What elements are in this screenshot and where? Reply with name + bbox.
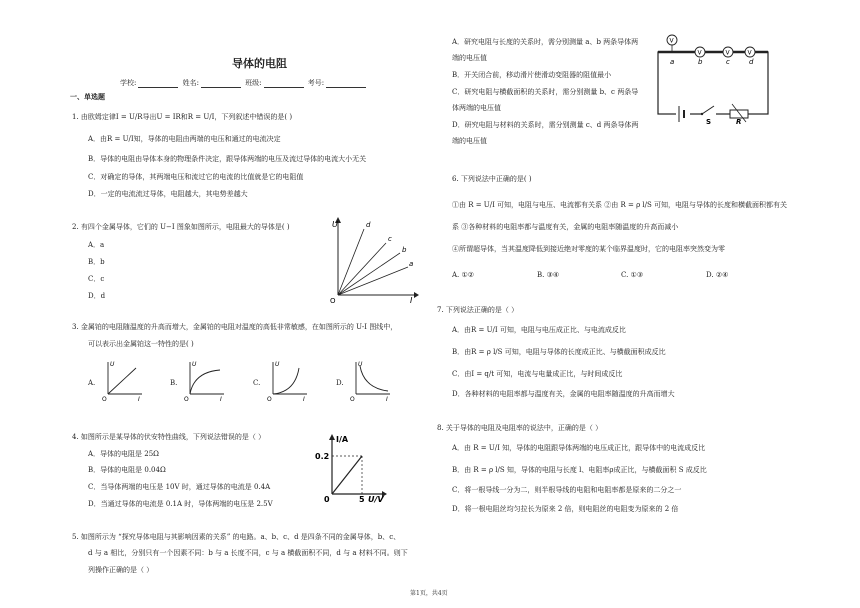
q3b-o: O — [184, 396, 189, 402]
q6-statement-line2: 系 ③各种材料的电阻率都与温度有关，金属的电阻率随温度的升高而减小 — [452, 223, 679, 231]
q3c-o: O — [267, 396, 272, 402]
q2-axis-i: I — [410, 296, 413, 305]
q2-line-d: d — [366, 221, 371, 229]
q2-option-a[interactable]: A．a — [88, 241, 105, 249]
q5-stem-line1: 5. 如图所示为 “探究导体电阻与其影响因素的关系” 的电路。a、b、c、d 是四条不同的金属导体，b、c、 — [72, 533, 401, 541]
name-label: 姓名: — [182, 79, 199, 87]
q4-xlabel: U/V — [368, 495, 384, 504]
q8-option-b[interactable]: B．由 R = ρ l/S 知，导体的电阻与长度 l、电阻率ρ成正比，与横截面积 S 成反比 — [452, 466, 707, 474]
q5-stem-line2: d 与 a 相比，分别只有一个因素不同：b 与 a 长度不同，c 与 a 横截面积不同，d 与 a 材料不同。则下 — [88, 549, 408, 557]
q3a-o: O — [102, 396, 107, 402]
q4-stem: 4. 如图所示是某导体的伏安特性曲线，下列说法错误的是（ ） — [72, 433, 266, 441]
q8-stem: 8. 关于导体的电阻及电阻率的说法中，正确的是（ ） — [437, 424, 603, 432]
q1-stem: 1. 由欧姆定律I = U/R导出U = IR和R = U/I，下列叙述中错误的是( ) — [72, 113, 293, 121]
q5-label-c: c — [726, 58, 730, 66]
q5-option-c[interactable]: C．研究电阻与横截面积的关系时，需分别测量 b、c 两条导 — [452, 88, 639, 96]
q2-option-c[interactable]: C．c — [88, 275, 105, 283]
q2-option-b[interactable]: B．b — [88, 258, 105, 266]
q6-stem: 6. 下列说法中正确的是( ) — [452, 175, 532, 183]
q3-option-c[interactable]: C. — [253, 379, 261, 387]
q5-v1: V — [669, 37, 674, 45]
q2-stem: 2. 有四个金属导体，它们的 U−I 图象如图所示，电阻最大的导体是( ) — [72, 223, 290, 231]
school-blank[interactable] — [138, 80, 178, 88]
q2-line-b: b — [402, 246, 407, 254]
q8-option-d[interactable]: D．将一根电阻丝均匀拉长为原来 2 倍，则电阻丝的电阻变为原来的 2 倍 — [452, 505, 679, 513]
q3a-i: I — [138, 396, 140, 402]
q5-circuit-diagram — [650, 32, 780, 124]
q3-option-a[interactable]: A. — [88, 379, 96, 387]
q4-option-c[interactable]: C．当导体两端的电压是 10V 时，通过导体的电流是 0.4A — [88, 483, 271, 491]
q5-label-r: R — [736, 118, 742, 124]
q5-v3: V — [725, 49, 730, 57]
q4-xtick: 5 — [359, 495, 365, 504]
q4-ylabel: I/A — [336, 435, 349, 444]
class-label: 班级: — [245, 79, 262, 87]
q5-stem-line3: 列操作正确的是（ ） — [88, 566, 154, 574]
q5-label-d: d — [749, 58, 754, 66]
q6-statement-line1: ①由 R = U/I 可知，电阻与电压、电流都有关系 ②由 R = ρ l/S 可知，电阻与导体的长度和横截面积都有关 — [452, 201, 788, 209]
q7-option-c[interactable]: C．由I = q/t 可知，电流与电量成正比，与时间成反比 — [452, 370, 623, 378]
q4-ytick: 0.2 — [315, 452, 330, 461]
q3d-o: O — [350, 396, 355, 402]
q7-stem: 7. 下列说法正确的是（ ） — [437, 306, 519, 314]
q5-v2: V — [697, 49, 702, 57]
q5-option-a[interactable]: A．研究电阻与长度的关系时，需分别测量 a、b 两条导体两 — [452, 38, 639, 46]
q4-option-d[interactable]: D．当通过导体的电流是 0.1A 时，导体两端的电压是 2.5V — [88, 500, 273, 508]
q4-option-a[interactable]: A．导体的电阻是 25Ω — [88, 450, 159, 458]
q3-graph-d — [348, 358, 394, 402]
q5-label-s: S — [706, 118, 712, 124]
q3b-u: U — [192, 361, 197, 368]
name-blank[interactable] — [201, 80, 241, 88]
q4-option-b[interactable]: B．导体的电阻是 0.04Ω — [88, 466, 166, 474]
q5-option-c-cont: 体两端的电压值 — [452, 104, 501, 112]
q8-option-c[interactable]: C．将一根导线一分为二，则半根导线的电阻和电阻率都是原来的二分之一 — [452, 486, 682, 494]
q7-option-d[interactable]: D．各种材料的电阻率都与温度有关，金属的电阻率随温度的升高而增大 — [452, 390, 675, 398]
q4-origin: 0 — [324, 495, 330, 504]
q6-option-c[interactable]: C. ①③ — [621, 271, 644, 279]
q3-stem-line2: 可以表示出金属铂这一特性的是( ) — [88, 340, 194, 348]
q8-option-a[interactable]: A．由 R = U/I 知，导体的电阻跟导体两端的电压成正比，跟导体中的电流成反比 — [452, 444, 706, 452]
q3-stem-line1: 3. 金属铂的电阻随温度的升高而增大，金属铂的电阻对温度的高低非常敏感，在如图所示的 U-I 图线中， — [72, 323, 398, 331]
q5-option-d-cont: 端的电压值 — [452, 137, 487, 145]
q3-option-d[interactable]: D. — [336, 379, 344, 387]
q1-option-c[interactable]: C．对确定的导体，其两端电压和流过它的电流的比值就是它的电阻值 — [88, 173, 304, 181]
q1-option-d[interactable]: D．一定的电流流过导体，电阻越大，其电势差越大 — [88, 190, 248, 198]
q1-option-b[interactable]: B．导体的电阻由导体本身的物理条件决定，跟导体两端的电压及流过导体的电流大小无关 — [88, 155, 367, 163]
q2-axis-u: U — [332, 220, 338, 229]
page-footer: 第1页，共4页 — [410, 590, 448, 597]
q2-ui-graph — [328, 215, 420, 305]
page-title: 导体的电阻 — [232, 57, 287, 70]
q6-option-d[interactable]: D. ②④ — [706, 271, 729, 279]
q5-option-b[interactable]: B．开关闭合前，移动滑片使滑动变阻器的阻值最小 — [452, 71, 612, 79]
q4-iu-graph — [312, 432, 392, 504]
q6-statement-line3: ④所谓超导体，当其温度降低到接近绝对零度的某个临界温度时，它的电阻率突然变为零 — [452, 245, 725, 253]
q3c-u: U — [275, 361, 280, 368]
q3b-i: I — [220, 396, 222, 402]
q3-graph-b — [182, 358, 228, 402]
school-label: 学校: — [120, 79, 137, 87]
q1-option-a[interactable]: A．由R = U/I知，导体的电阻由两端的电压和通过的电流决定 — [88, 135, 281, 143]
q3-option-b[interactable]: B. — [170, 379, 178, 387]
q5-label-b: b — [698, 58, 703, 66]
q5-label-a: a — [670, 58, 675, 66]
q3d-i: I — [386, 396, 388, 402]
q6-option-b[interactable]: B. ③④ — [537, 271, 560, 279]
q3-graph-a — [100, 358, 146, 402]
q2-option-d[interactable]: D．d — [88, 292, 106, 300]
class-blank[interactable] — [264, 80, 304, 88]
q2-line-c: c — [388, 235, 392, 243]
q2-origin: O — [330, 297, 336, 305]
q5-option-a-cont: 端的电压值 — [452, 54, 487, 62]
q3a-u: U — [110, 361, 115, 368]
student-info-line — [120, 78, 368, 88]
examno-label: 考号: — [307, 79, 325, 87]
q2-line-a: a — [409, 260, 414, 268]
q7-option-b[interactable]: B．由R = ρ l/S 可知，电阻与导体的长度成正比、与横截面积成反比 — [452, 348, 666, 356]
examno-blank[interactable] — [326, 80, 366, 88]
q6-option-a[interactable]: A. ①② — [452, 271, 475, 279]
q5-option-d[interactable]: D．研究电阻与材料的关系时，需分别测量 c、d 两条导体两 — [452, 121, 639, 129]
q7-option-a[interactable]: A．由R = U/I 可知，电阻与电压成正比、与电流成反比 — [452, 326, 626, 334]
section-heading: 一、单选题 — [70, 92, 105, 101]
q3-graph-c — [265, 358, 311, 402]
q5-v4: V — [747, 49, 752, 57]
q3d-u: U — [358, 361, 363, 368]
q3c-i: I — [303, 396, 305, 402]
